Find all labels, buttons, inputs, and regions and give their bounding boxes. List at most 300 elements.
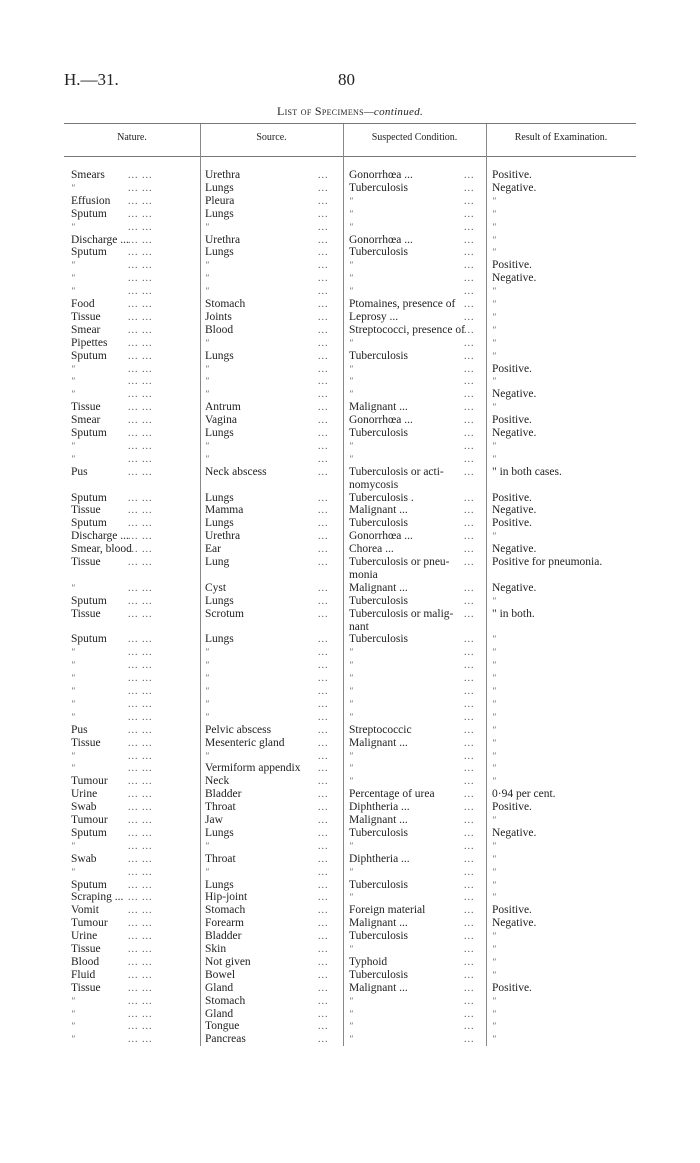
- condition-cell: Malignant ...: [349, 401, 408, 414]
- nature-cell: Swab: [71, 852, 97, 865]
- leader-dots: ...: [464, 608, 475, 620]
- source-cell: Vagina: [205, 414, 237, 427]
- leader-dots: ...: [464, 182, 475, 194]
- leader-dots: ...: [464, 815, 475, 826]
- leader-dots: ...: [318, 518, 329, 530]
- nature-cell: ": [71, 995, 75, 1006]
- condition-cell: Streptococci, presence of: [349, 323, 465, 336]
- leader-dots: ...: [318, 1034, 329, 1046]
- result-cell: ": [492, 995, 496, 1006]
- source-cell: Not given: [205, 955, 251, 968]
- result-cell: ": [492, 440, 496, 451]
- source-cell: Throat: [205, 852, 236, 865]
- leader-dots: ...: [464, 195, 475, 207]
- condition-cell: ": [349, 660, 353, 671]
- result-cell: ": [492, 234, 496, 245]
- leader-dots: ... ...: [128, 944, 153, 955]
- leader-dots: ...: [318, 260, 329, 272]
- source-cell: Pleura: [205, 194, 235, 207]
- nature-cell: ": [71, 840, 75, 851]
- result-cell: ": [492, 247, 496, 258]
- table-row: [0, 801, 700, 814]
- leader-dots: ...: [318, 350, 329, 362]
- leader-dots: ...: [318, 170, 329, 181]
- table-row: [0, 788, 700, 801]
- nature-cell: Scraping ...: [71, 891, 124, 904]
- nature-cell: Pus: [71, 465, 88, 478]
- leader-dots: ...: [318, 195, 329, 207]
- condition-cell: Chorea ...: [349, 543, 394, 556]
- source-cell: Bladder: [205, 788, 242, 801]
- table-row: [0, 440, 700, 453]
- leader-dots: ...: [318, 428, 329, 439]
- result-cell: Negative.: [492, 826, 537, 839]
- nature-cell: Tissue: [71, 736, 101, 749]
- leader-dots: ... ...: [128, 505, 153, 517]
- leader-dots: ... ...: [128, 698, 153, 710]
- leader-dots: ... ...: [128, 350, 153, 362]
- table-row: [0, 234, 700, 247]
- table-row: [0, 388, 700, 401]
- leader-dots: ...: [318, 208, 329, 220]
- leader-dots: ... ...: [128, 518, 153, 530]
- leader-dots: ...: [464, 879, 475, 891]
- condition-cell: ": [349, 866, 353, 877]
- result-cell: Positive.: [492, 414, 532, 427]
- nature-cell: Effusion: [71, 194, 111, 207]
- result-cell: ": [492, 208, 496, 219]
- col-header-condition: Suspected Condition.: [371, 132, 458, 143]
- leader-dots: ...: [464, 324, 475, 336]
- table-row: [0, 711, 700, 724]
- leader-dots: ... ...: [128, 389, 153, 401]
- nature-cell: [71, 569, 199, 582]
- condition-cell: Tuberculosis: [349, 930, 408, 943]
- nature-cell: Tissue: [71, 401, 101, 414]
- table-row: [0, 504, 700, 517]
- condition-cell: Malignant ...: [349, 814, 408, 826]
- leader-dots: ... ...: [128, 466, 153, 478]
- leader-dots: ... ...: [128, 170, 153, 181]
- source-cell: ": [205, 286, 209, 297]
- leader-dots: ...: [464, 350, 475, 362]
- leader-dots: ...: [464, 260, 475, 272]
- source-cell: Neck: [205, 775, 230, 788]
- result-cell: Positive.: [492, 801, 532, 814]
- source-cell: Joints: [205, 310, 232, 323]
- source-cell: Lungs: [205, 207, 234, 220]
- leader-dots: ...: [464, 673, 475, 685]
- table-row: [0, 453, 700, 466]
- nature-cell: ": [71, 763, 75, 774]
- leader-dots: ...: [318, 415, 329, 427]
- table-row: [0, 879, 700, 892]
- leader-dots: ... ...: [128, 776, 153, 788]
- table-row: [0, 698, 700, 711]
- nature-cell: ": [71, 376, 75, 387]
- condition-cell: ": [349, 776, 353, 787]
- source-cell: Antrum: [205, 401, 241, 414]
- leader-dots: ...: [318, 931, 329, 943]
- nature-cell: ": [71, 647, 75, 658]
- result-cell: ": [492, 879, 496, 890]
- leader-dots: ...: [318, 466, 329, 478]
- condition-cell: Malignant ...: [349, 917, 408, 930]
- nature-cell: Tumour: [71, 814, 108, 826]
- leader-dots: ... ...: [128, 234, 153, 246]
- condition-cell: Gonorrhœa ...: [349, 169, 413, 181]
- leader-dots: ... ...: [128, 376, 153, 388]
- nature-cell: ": [71, 221, 75, 232]
- source-cell: Neck abscess: [205, 465, 267, 478]
- source-cell: Stomach: [205, 298, 246, 310]
- leader-dots: ...: [318, 1008, 329, 1020]
- leader-dots: ...: [464, 892, 475, 904]
- leader-dots: ...: [318, 376, 329, 388]
- table-row: [0, 466, 700, 479]
- nature-cell: ": [71, 440, 75, 451]
- leader-dots: ...: [464, 634, 475, 646]
- condition-cell: ": [349, 221, 353, 232]
- leader-dots: ...: [318, 944, 329, 955]
- leader-dots: ... ...: [128, 789, 153, 801]
- leader-dots: ...: [318, 453, 329, 465]
- source-cell: ": [205, 698, 209, 709]
- source-cell: Bladder: [205, 930, 242, 943]
- page-reference: H.—31.: [64, 70, 119, 89]
- result-cell: ": [492, 866, 496, 877]
- table-row: [0, 517, 700, 530]
- leader-dots: ...: [464, 776, 475, 788]
- leader-dots: ...: [318, 750, 329, 762]
- condition-cell: Tuberculosis: [349, 826, 408, 839]
- condition-cell: Malignant ...: [349, 981, 408, 994]
- result-cell: [492, 479, 642, 492]
- result-cell: Positive.: [492, 491, 532, 504]
- condition-cell: ": [349, 389, 353, 400]
- result-cell: Positive.: [492, 362, 532, 375]
- source-cell: ": [205, 711, 209, 722]
- table-row: [0, 195, 700, 208]
- leader-dots: ... ...: [128, 711, 153, 723]
- source-cell: Lungs: [205, 349, 234, 362]
- leader-dots: ...: [318, 273, 329, 285]
- leader-dots: ... ...: [128, 415, 153, 427]
- table-row: [0, 904, 700, 917]
- result-cell: ": [492, 647, 496, 658]
- table-row: [0, 479, 700, 492]
- result-cell: Negative.: [492, 581, 537, 594]
- leader-dots: ... ...: [128, 892, 153, 904]
- source-cell: ": [205, 673, 209, 684]
- table-row: [0, 363, 700, 376]
- leader-dots: ...: [464, 273, 475, 285]
- leader-dots: ... ...: [128, 531, 153, 543]
- nature-cell: ": [71, 698, 75, 709]
- table-row: [0, 827, 700, 840]
- source-cell: ": [205, 660, 209, 671]
- leader-dots: ...: [464, 995, 475, 1007]
- table-row: [0, 492, 700, 505]
- table-row: [0, 543, 700, 556]
- nature-cell: Fluid: [71, 968, 96, 981]
- result-cell: [492, 621, 642, 634]
- nature-cell: Tissue: [71, 943, 101, 955]
- result-cell: Positive.: [492, 169, 532, 181]
- leader-dots: ... ...: [128, 324, 153, 336]
- nature-cell: ": [71, 1034, 75, 1045]
- leader-dots: ...: [318, 247, 329, 259]
- nature-cell: Smear: [71, 414, 101, 427]
- source-cell: Lung: [205, 556, 230, 568]
- result-cell: Negative.: [492, 272, 537, 285]
- col-header-result: Result of Examination.: [514, 132, 608, 143]
- leader-dots: ...: [318, 982, 329, 994]
- leader-dots: ... ...: [128, 311, 153, 323]
- leader-dots: ... ...: [128, 402, 153, 414]
- source-cell: Urethra: [205, 169, 241, 181]
- col-header-nature: Nature.: [117, 132, 147, 143]
- nature-cell: ": [71, 389, 75, 400]
- leader-dots: ...: [464, 402, 475, 414]
- leader-dots: ... ...: [128, 969, 153, 981]
- condition-cell: ": [349, 647, 353, 658]
- leader-dots: ...: [464, 518, 475, 530]
- result-cell: ": [492, 724, 496, 735]
- condition-cell: ": [349, 1034, 353, 1045]
- leader-dots: ...: [464, 763, 475, 775]
- result-cell: ": [492, 840, 496, 851]
- condition-cell: Tuberculosis: [349, 349, 408, 362]
- col-header-source: Source.: [256, 132, 287, 143]
- leader-dots: ...: [318, 737, 329, 749]
- result-cell: Negative.: [492, 181, 537, 194]
- table-row: [0, 943, 700, 956]
- leader-dots: ... ...: [128, 273, 153, 285]
- table-row: [0, 982, 700, 995]
- leader-dots: ...: [464, 969, 475, 981]
- result-cell: ": [492, 1034, 496, 1045]
- source-cell: Ear: [205, 543, 221, 556]
- leader-dots: ...: [464, 286, 475, 298]
- table-row: [0, 595, 700, 608]
- leader-dots: ...: [318, 595, 329, 607]
- table-row: [0, 530, 700, 543]
- leader-dots: ... ...: [128, 802, 153, 814]
- leader-dots: ...: [318, 802, 329, 814]
- condition-cell: Tuberculosis: [349, 878, 408, 891]
- leader-dots: ...: [464, 905, 475, 917]
- result-cell: ": [492, 956, 496, 967]
- table-row: [0, 1020, 700, 1033]
- source-cell: Skin: [205, 943, 227, 955]
- result-cell: ": [492, 944, 496, 954]
- table-row: [0, 350, 700, 363]
- list-title: [0, 104, 700, 119]
- condition-cell: Tuberculosis or pneu-: [349, 556, 450, 568]
- leader-dots: ... ...: [128, 247, 153, 259]
- result-cell: Positive.: [492, 904, 532, 917]
- nature-cell: Tissue: [71, 556, 101, 568]
- leader-dots: ...: [464, 698, 475, 710]
- nature-cell: ": [71, 660, 75, 671]
- source-cell: ": [205, 376, 209, 387]
- table-row: [0, 995, 700, 1008]
- leader-dots: ...: [464, 595, 475, 607]
- table-row: [0, 427, 700, 440]
- leader-dots: ...: [464, 376, 475, 388]
- result-cell: ": [492, 750, 496, 761]
- leader-dots: ...: [318, 647, 329, 659]
- condition-cell: ": [349, 1008, 353, 1019]
- table-row: [0, 285, 700, 298]
- condition-cell: ": [349, 453, 353, 464]
- leader-dots: ...: [318, 789, 329, 801]
- table-row: [0, 375, 700, 388]
- condition-cell: Diphtheria ...: [349, 852, 410, 865]
- nature-cell: ": [71, 686, 75, 696]
- leader-dots: ...: [464, 853, 475, 865]
- leader-dots: ... ...: [128, 763, 153, 775]
- nature-cell: ": [71, 1021, 75, 1032]
- source-cell: Tongue: [205, 1020, 240, 1033]
- nature-cell: Tissue: [71, 981, 101, 994]
- table-row: [0, 324, 700, 337]
- table-row: [0, 272, 700, 285]
- table-row: [0, 556, 700, 569]
- nature-cell: Tissue: [71, 607, 101, 620]
- leader-dots: ... ...: [128, 647, 153, 659]
- result-cell: " in both.: [492, 607, 535, 620]
- result-cell: ": [492, 660, 496, 671]
- leader-dots: ...: [318, 557, 329, 568]
- table-row: [0, 1033, 700, 1046]
- result-cell: 0·94 per cent.: [492, 788, 556, 801]
- leader-dots: ... ...: [128, 918, 153, 930]
- condition-cell: Tuberculosis: [349, 427, 408, 439]
- result-cell: " in both cases.: [492, 465, 562, 478]
- source-cell: ": [205, 750, 209, 761]
- leader-dots: ...: [318, 711, 329, 723]
- leader-dots: ...: [464, 531, 475, 543]
- source-cell: ": [205, 840, 209, 851]
- leader-dots: ...: [464, 1021, 475, 1033]
- leader-dots: ...: [464, 1008, 475, 1020]
- result-cell: Negative.: [492, 504, 537, 517]
- source-cell: ": [205, 363, 209, 374]
- table-row: [0, 608, 700, 621]
- table-row: [0, 969, 700, 982]
- condition-cell: ": [349, 195, 353, 206]
- condition-cell: ": [349, 750, 353, 761]
- table-row: [0, 298, 700, 311]
- source-cell: Lungs: [205, 427, 234, 439]
- condition-cell: ": [349, 892, 353, 903]
- leader-dots: ... ...: [128, 299, 153, 310]
- table-row: [0, 401, 700, 414]
- table-row: [0, 582, 700, 595]
- result-cell: [492, 569, 642, 582]
- source-cell: Lungs: [205, 181, 234, 194]
- leader-dots: ...: [318, 337, 329, 349]
- leader-dots: ...: [318, 763, 329, 775]
- nature-cell: ": [71, 182, 75, 193]
- condition-cell: Gonorrhœa ...: [349, 414, 413, 427]
- leader-dots: ...: [318, 918, 329, 930]
- condition-cell: Malignant ...: [349, 504, 408, 517]
- leader-dots: ... ...: [128, 208, 153, 220]
- leader-dots: ...: [318, 582, 329, 594]
- table-row: [0, 337, 700, 350]
- result-cell: ": [492, 737, 496, 748]
- result-cell: ": [492, 453, 496, 464]
- condition-cell: monia: [349, 568, 378, 581]
- leader-dots: ...: [318, 531, 329, 543]
- result-cell: ": [492, 673, 496, 684]
- leader-dots: ...: [318, 234, 329, 246]
- leader-dots: ...: [464, 221, 475, 233]
- result-cell: Negative.: [492, 427, 537, 439]
- nature-cell: Smear, blood: [71, 543, 132, 556]
- condition-cell: ": [349, 840, 353, 851]
- nature-cell: Tissue: [71, 504, 101, 517]
- condition-cell: Leprosy ...: [349, 310, 399, 323]
- source-cell: Lungs: [205, 246, 234, 259]
- leader-dots: ...: [318, 286, 329, 298]
- leader-dots: ...: [318, 182, 329, 194]
- leader-dots: ... ...: [128, 673, 153, 685]
- result-cell: ": [492, 402, 496, 413]
- condition-cell: ": [349, 673, 353, 684]
- condition-cell: Streptococcic: [349, 723, 412, 736]
- table-row: [0, 750, 700, 763]
- leader-dots: ...: [318, 1021, 329, 1033]
- leader-dots: ...: [318, 969, 329, 981]
- result-cell: ": [492, 531, 496, 542]
- nature-cell: ": [71, 286, 75, 297]
- leader-dots: ...: [464, 428, 475, 439]
- condition-cell: ": [349, 763, 353, 774]
- leader-dots: ...: [318, 892, 329, 904]
- leader-dots: ... ...: [128, 686, 153, 697]
- source-cell: Urethra: [205, 233, 241, 246]
- nature-cell: Discharge ...: [71, 530, 129, 543]
- table-row: [0, 866, 700, 879]
- leader-dots: ... ...: [128, 440, 153, 452]
- result-cell: Positive.: [492, 517, 532, 530]
- result-cell: ": [492, 286, 496, 297]
- condition-cell: ": [349, 273, 353, 284]
- leader-dots: ... ...: [128, 428, 153, 439]
- table-row: [0, 724, 700, 737]
- condition-cell: Tuberculosis or acti-: [349, 465, 444, 478]
- source-cell: Gland: [205, 981, 234, 994]
- result-cell: ": [492, 711, 496, 722]
- leader-dots: ...: [464, 582, 475, 594]
- nature-cell: ": [71, 273, 75, 284]
- table-row: [0, 814, 700, 827]
- leader-dots: ... ...: [128, 195, 153, 207]
- result-cell: ": [492, 853, 496, 864]
- source-cell: ": [205, 440, 209, 451]
- condition-cell: ": [349, 711, 353, 722]
- nature-cell: Sputum: [71, 207, 107, 220]
- table-row: [0, 762, 700, 775]
- nature-cell: ": [71, 750, 75, 761]
- result-cell: ": [492, 324, 496, 335]
- nature-cell: ": [71, 711, 75, 722]
- leader-dots: ...: [318, 299, 329, 310]
